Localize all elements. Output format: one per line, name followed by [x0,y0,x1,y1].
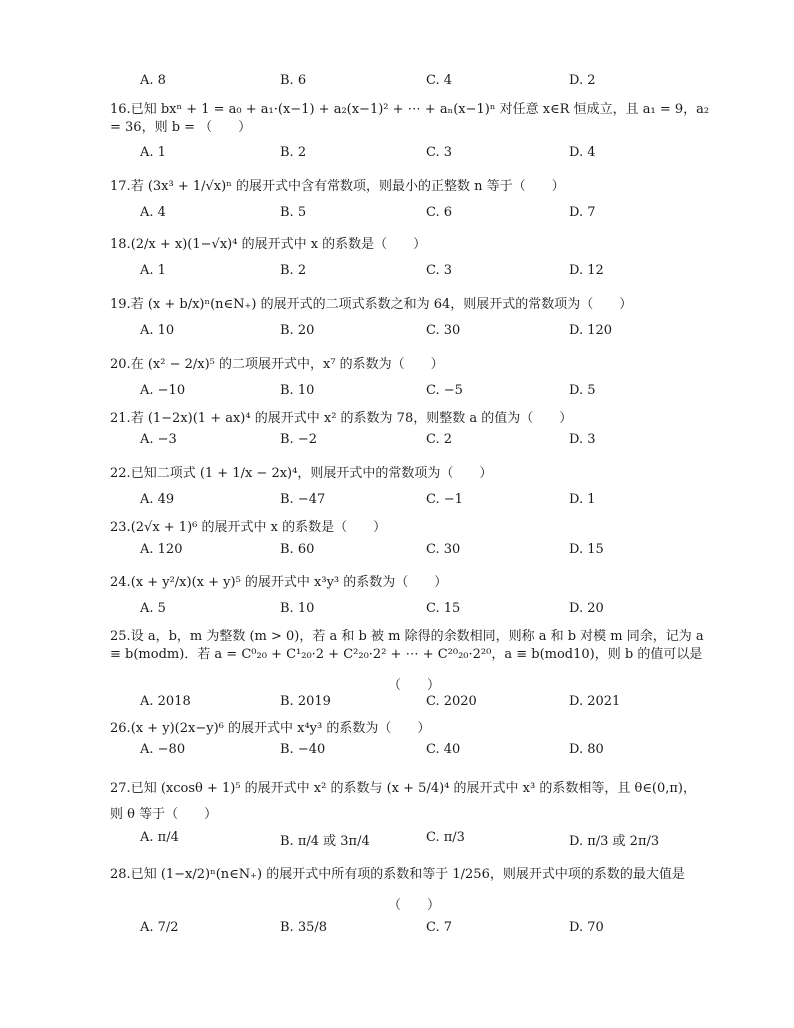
options-row-25 [140,694,720,712]
option-c: C. 3 [426,263,453,278]
options-row-22 [140,492,720,510]
question-number: 28. [110,867,131,882]
options-row-26 [140,742,720,760]
options-row-28 [140,920,720,938]
option-d: D. π/3 或 2π/3 [569,834,660,849]
option-a: A. 8 [140,73,166,88]
option-d: D. 20 [569,601,604,616]
option-d: D. 80 [569,742,604,757]
option-b: B. 10 [280,383,315,398]
option-d: D. 12 [569,263,604,278]
options-row-21 [140,432,720,450]
options-row-19 [140,323,720,341]
option-d: D. 4 [569,145,596,160]
question-25 [110,628,706,664]
option-b: B. 2019 [280,694,331,709]
option-c: C. π/3 [426,830,465,845]
option-a: A. −10 [140,383,186,398]
option-c: C. 4 [426,73,453,88]
option-a: A. 1 [140,145,166,160]
question-18 [110,236,710,254]
options-row-17 [140,205,720,223]
options-row-27 [140,830,720,848]
option-a: A. 4 [140,205,166,220]
option-b: B. −47 [280,492,326,507]
question-number: 17. [110,179,131,194]
option-c: C. 7 [426,920,453,935]
option-a: A. 120 [140,542,183,557]
option-d: D. 1 [569,492,596,507]
question-stem: (2/x + x)(1−√x)⁴ 的展开式中 x 的系数是（ ） [130,237,427,252]
option-b: B. −40 [280,742,326,757]
option-d: D. 2021 [569,694,621,709]
question-stem: 若 (1−2x)(1 + ax)⁴ 的展开式中 x² 的系数为 78，则整数 a 的值为（ ） [130,411,573,426]
option-d: D. 70 [569,920,604,935]
question-number: 27. [110,781,131,796]
options-row-23 [140,542,720,560]
option-c: C. 30 [426,542,461,557]
question-number: 16. [110,102,131,117]
question-number: 26. [110,721,131,736]
option-c: C. 2 [426,432,453,447]
option-a: A. 2018 [140,694,191,709]
option-b: B. 35/8 [280,920,328,935]
option-a: A. 1 [140,263,166,278]
question-16 [110,101,710,137]
options-row-16 [140,145,720,163]
option-a: A. −3 [140,432,177,447]
option-c: C. 30 [426,323,461,338]
question-number: 23. [110,520,131,535]
question-stem: 设 a，b，m 为整数 (m > 0)，若 a 和 b 被 m 除得的余数相同，则称 a 和 b 对模 m 同余，记为 a ≡ b(modm)．若 a = C⁰₂₀ + C¹₂₀·2 + C²₂₀·2² + ⋯ + C²⁰₂₀·2²⁰，a ≡ b(mod10)，则 b 的值可以是 [110,629,704,662]
question-21 [110,410,710,428]
option-b: B. 2 [280,145,307,160]
option-a: A. 49 [140,492,175,507]
question-stem: 若 (x + b/x)ⁿ(n∈N₊) 的展开式的二项式系数之和为 64，则展开式的常数项为（ ） [130,297,633,312]
question-26 [110,720,710,738]
option-d: D. 2 [569,73,596,88]
question-stem: 已知 (xcosθ + 1)⁵ 的展开式中 x² 的系数与 (x + 5/4)⁴ 的展开式中 x³ 的系数相等，且 θ∈(0,π)，则 θ 等于（ ） [110,781,696,822]
question-24 [110,574,710,592]
option-b: B. 5 [280,205,307,220]
option-c: C. 2020 [426,694,477,709]
option-b: B. 10 [280,601,315,616]
question-22 [110,465,710,483]
option-c: C. 40 [426,742,461,757]
question-number: 24. [110,575,131,590]
question-number: 22. [110,466,131,481]
answer-paren: （ ） [388,898,441,913]
option-a: A. 5 [140,601,166,616]
question-stem: (2√x + 1)⁶ 的展开式中 x 的系数是（ ） [130,520,387,535]
option-c: C. −5 [426,383,463,398]
answer-paren: （ ） [388,678,441,693]
option-d: D. 3 [569,432,596,447]
question-17 [110,178,710,196]
option-d: D. 7 [569,205,596,220]
question-27 [110,776,706,828]
question-number: 20. [110,357,131,372]
question-stem: 在 (x² − 2/x)⁵ 的二项展开式中，x⁷ 的系数为（ ） [130,357,444,372]
question-stem: (x + y²/x)(x + y)⁵ 的展开式中 x³y³ 的系数为（ ） [130,575,448,590]
option-b: B. π/4 或 3π/4 [280,834,370,849]
options-row-15 [140,73,720,91]
question-stem: 已知 (1−x/2)ⁿ(n∈N₊) 的展开式中所有项的系数和等于 1/256，则展开式中项的系数的最大值是 [130,867,685,882]
question-19 [110,296,710,314]
option-d: D. 120 [569,323,613,338]
option-c: C. 15 [426,601,461,616]
option-d: D. 5 [569,383,596,398]
option-c: C. 6 [426,205,453,220]
question-20 [110,356,710,374]
question-stem: 已知 bxⁿ + 1 = a₀ + a₁·(x−1) + a₂(x−1)² + ⋯ + aₙ(x−1)ⁿ 对任意 x∈R 恒成立，且 a₁ = 9，a₂ = 36，则 b = （ ） [110,102,710,135]
option-b: B. 60 [280,542,315,557]
question-28 [110,866,710,884]
option-b: B. −2 [280,432,317,447]
question-number: 25. [110,629,131,644]
question-number: 21. [110,411,131,426]
option-b: B. 2 [280,263,307,278]
question-number: 19. [110,297,131,312]
question-stem: 已知二项式 (1 + 1/x − 2x)⁴，则展开式中的常数项为（ ） [130,466,493,481]
question-23 [110,519,710,537]
options-row-24 [140,601,720,619]
option-a: A. π/4 [140,830,179,845]
option-b: B. 6 [280,73,307,88]
option-b: B. 20 [280,323,315,338]
question-number: 18. [110,237,131,252]
question-stem: (x + y)(2x−y)⁶ 的展开式中 x⁴y³ 的系数为（ ） [130,721,431,736]
question-stem: 若 (3x³ + 1/√x)ⁿ 的展开式中含有常数项，则最小的正整数 n 等于（ ） [130,179,565,194]
option-c: C. −1 [426,492,463,507]
options-row-18 [140,263,720,281]
options-row-20 [140,383,720,401]
option-a: A. −80 [140,742,186,757]
option-a: A. 7/2 [140,920,179,935]
option-a: A. 10 [140,323,175,338]
option-c: C. 3 [426,145,453,160]
option-d: D. 15 [569,542,604,557]
